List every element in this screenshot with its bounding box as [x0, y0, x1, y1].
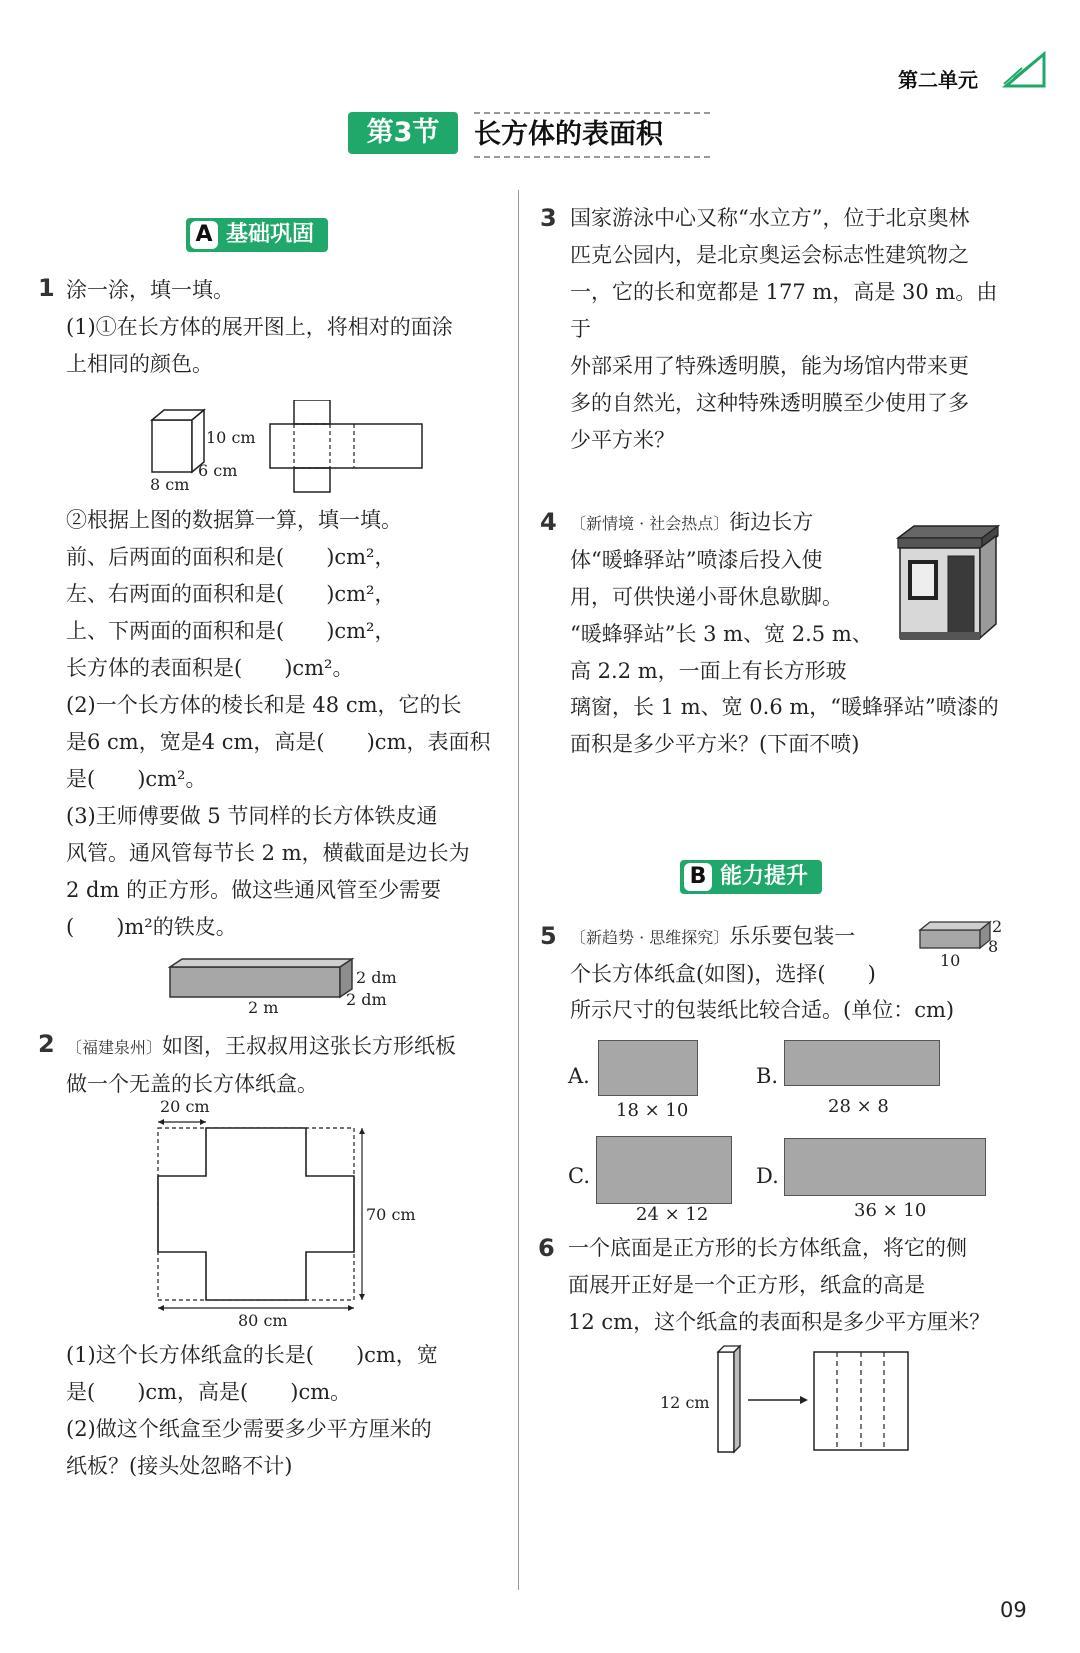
- pipe-width-label: 2 dm: [346, 990, 387, 1009]
- q6-block: [568, 1230, 1018, 1341]
- page-title: 长方体的表面积: [474, 112, 710, 158]
- cuboid-length-label: 8 cm: [150, 475, 190, 494]
- q6-line3: 12 cm，这个纸盒的表面积是多少平方厘米？: [568, 1310, 991, 1334]
- q1-sub3-line2: 风管。通风管每节长 2 m，横截面是边长为: [66, 841, 470, 865]
- q1-sub3-line4: ( )m²的铁皮。: [66, 915, 237, 939]
- question-number-5: 5: [540, 922, 557, 950]
- q1-fill-top-bottom: 上、下两面的面积和是( )cm²，: [66, 619, 396, 643]
- question-number-1: 1: [38, 274, 55, 302]
- section-a-letter: A: [190, 221, 218, 249]
- q6-line1: 一个底面是正方形的长方体纸盒，将它的侧: [568, 1236, 967, 1260]
- q4-line3: 用，可供快递小哥休息歇脚。: [570, 585, 843, 609]
- option-a-label[interactable]: A.: [568, 1064, 590, 1088]
- q1-part1-line2: 上相同的颜色。: [66, 352, 213, 376]
- q6-line2: 面展开正好是一个正方形，纸盒的高是: [568, 1273, 925, 1297]
- q2-questions-block: [66, 1337, 506, 1485]
- question-number-6: 6: [538, 1234, 555, 1262]
- box-tall-height-label: 12 cm: [660, 1393, 710, 1412]
- section-a-badge: [186, 218, 328, 252]
- q4-source-tag: 〔新情境 · 社会热点〕: [570, 514, 730, 533]
- q5-source-tag: 〔新趋势 · 思维探究〕: [570, 928, 730, 947]
- corner-size-label: 20 cm: [160, 1098, 210, 1116]
- section-badge: 第3节: [348, 112, 458, 154]
- option-b-size: 28 × 8: [828, 1096, 889, 1117]
- q2-source-tag: 〔福建泉州〕: [66, 1038, 163, 1057]
- q3-block: [570, 200, 1010, 459]
- q1-intro: 涂一涂，填一填。: [66, 278, 234, 302]
- section-b-badge: [680, 860, 822, 894]
- q4-line6: 璃窗，长 1 m、宽 0.6 m，“暖蜂驿站”喷漆的: [570, 695, 999, 719]
- q4-block-cont: [570, 689, 1020, 763]
- q1-part2-block: [66, 502, 506, 946]
- option-b-paper[interactable]: [784, 1040, 940, 1086]
- unit-label: 第二单元: [898, 68, 978, 92]
- q2-text-line1: 如图，王叔叔用这张长方形纸板: [162, 1034, 457, 1058]
- q5-block: [570, 918, 930, 993]
- q1-sub2-line3: 是( )cm²。: [66, 767, 207, 791]
- q4-line2: 体“暖蜂驿站”喷漆后投入使: [570, 548, 823, 572]
- q4-line7: 面积是多少平方米？(下面不喷): [570, 732, 860, 756]
- box-length-label: 10: [940, 951, 961, 970]
- pipe-height-label: 2 dm: [356, 968, 397, 987]
- q2-sub2-line1: (2)做这个纸盒至少需要多少平方厘米的: [66, 1417, 432, 1441]
- cuboid-width-label: 6 cm: [198, 461, 238, 480]
- q5-line2: 个长方体纸盒(如图)，选择( ): [570, 962, 876, 986]
- q1-fill-front-back: 前、后两面的面积和是( )cm²，: [66, 545, 396, 569]
- pipe-figure: [160, 955, 440, 1015]
- kiosk-illustration: [894, 520, 1004, 644]
- page-number: 09: [1000, 1598, 1027, 1622]
- q1-part2-intro: ②根据上图的数据算一算，填一填。: [66, 508, 402, 532]
- q5-line1: 乐乐要包装一: [729, 924, 856, 948]
- q4-line5: 高 2.2 m，一面上有长方形玻: [570, 659, 847, 683]
- paper-box-unfold-figure: [656, 1342, 926, 1460]
- q3-line5: 多的自然光，这种特殊透明膜至少使用了多: [570, 391, 969, 415]
- cuboid-height-label: 10 cm: [206, 428, 256, 447]
- section-b-letter: B: [684, 863, 712, 891]
- option-d-paper[interactable]: [784, 1138, 986, 1196]
- q2-sub1-line1: (1)这个长方体纸盒的长是( )cm，宽: [66, 1343, 438, 1367]
- option-d-size: 36 × 10: [854, 1200, 927, 1221]
- option-a-size: 18 × 10: [616, 1100, 689, 1121]
- section-a-label: 基础巩固: [226, 222, 315, 247]
- pipe-length-label: 2 m: [248, 998, 279, 1015]
- q1-fill-surface: 长方体的表面积是( )cm²。: [66, 656, 354, 680]
- cardboard-net-figure: [140, 1098, 420, 1330]
- column-divider: [518, 190, 519, 1590]
- q2-sub1-line2: 是( )cm，高是( )cm。: [66, 1380, 352, 1404]
- box-height-label: 2: [992, 917, 1003, 936]
- box-width-label: 8: [988, 937, 999, 956]
- q3-line3: 一，它的长和宽都是 177 m，高是 30 m。由于: [570, 280, 998, 341]
- option-c-size: 24 × 12: [636, 1204, 709, 1225]
- q4-block: [570, 504, 900, 690]
- q2-intro-block: [66, 1028, 506, 1103]
- q2-text-line2: 做一个无盖的长方体纸盒。: [66, 1072, 318, 1096]
- q1-intro-block: [66, 272, 506, 383]
- q3-line6: 少平方米？: [570, 428, 675, 452]
- q1-sub3-line3: 2 dm 的正方形。做这些通风管至少需要: [66, 878, 442, 902]
- q5-block-cont: [570, 992, 1020, 1029]
- board-height-label: 70 cm: [366, 1205, 416, 1224]
- question-number-4: 4: [540, 508, 557, 536]
- q1-fill-left-right: 左、右两面的面积和是( )cm²，: [66, 582, 396, 606]
- q3-line1: 国家游泳中心又称“水立方”，位于北京奥林: [570, 206, 970, 230]
- q3-line2: 匹克公园内，是北京奥运会标志性建筑物之: [570, 243, 969, 267]
- q5-line3: 所示尺寸的包装纸比较合适。(单位：cm): [570, 998, 955, 1022]
- q1-sub2-line2: 是6 cm，宽是4 cm，高是( )cm，表面积: [66, 730, 491, 754]
- option-b-label[interactable]: B.: [756, 1064, 779, 1088]
- option-c-paper[interactable]: [596, 1136, 732, 1204]
- small-box-figure: [918, 916, 1008, 976]
- question-number-3: 3: [540, 204, 557, 232]
- q3-line4: 外部采用了特殊透明膜，能为场馆内带来更: [570, 354, 969, 378]
- question-number-2: 2: [38, 1030, 55, 1058]
- board-width-label: 80 cm: [238, 1311, 288, 1330]
- cuboid-and-net-figure: [140, 400, 440, 500]
- q4-line1: 街边长方: [729, 510, 814, 534]
- section-b-label: 能力提升: [720, 864, 809, 889]
- q2-sub2-line2: 纸板？(接头处忽略不计): [66, 1454, 293, 1478]
- option-a-paper[interactable]: [598, 1040, 698, 1096]
- ruler-triangle-icon: [1000, 48, 1050, 90]
- option-d-label[interactable]: D.: [756, 1164, 779, 1188]
- option-c-label[interactable]: C.: [568, 1164, 590, 1188]
- q1-part1-line1: (1)①在长方体的展开图上，将相对的面涂: [66, 315, 453, 339]
- q1-sub3-line1: (3)王师傅要做 5 节同样的长方体铁皮通: [66, 804, 438, 828]
- q1-sub2-line1: (2)一个长方体的棱长和是 48 cm，它的长: [66, 693, 462, 717]
- q4-line4: “暖蜂驿站”长 3 m、宽 2.5 m、: [570, 622, 873, 646]
